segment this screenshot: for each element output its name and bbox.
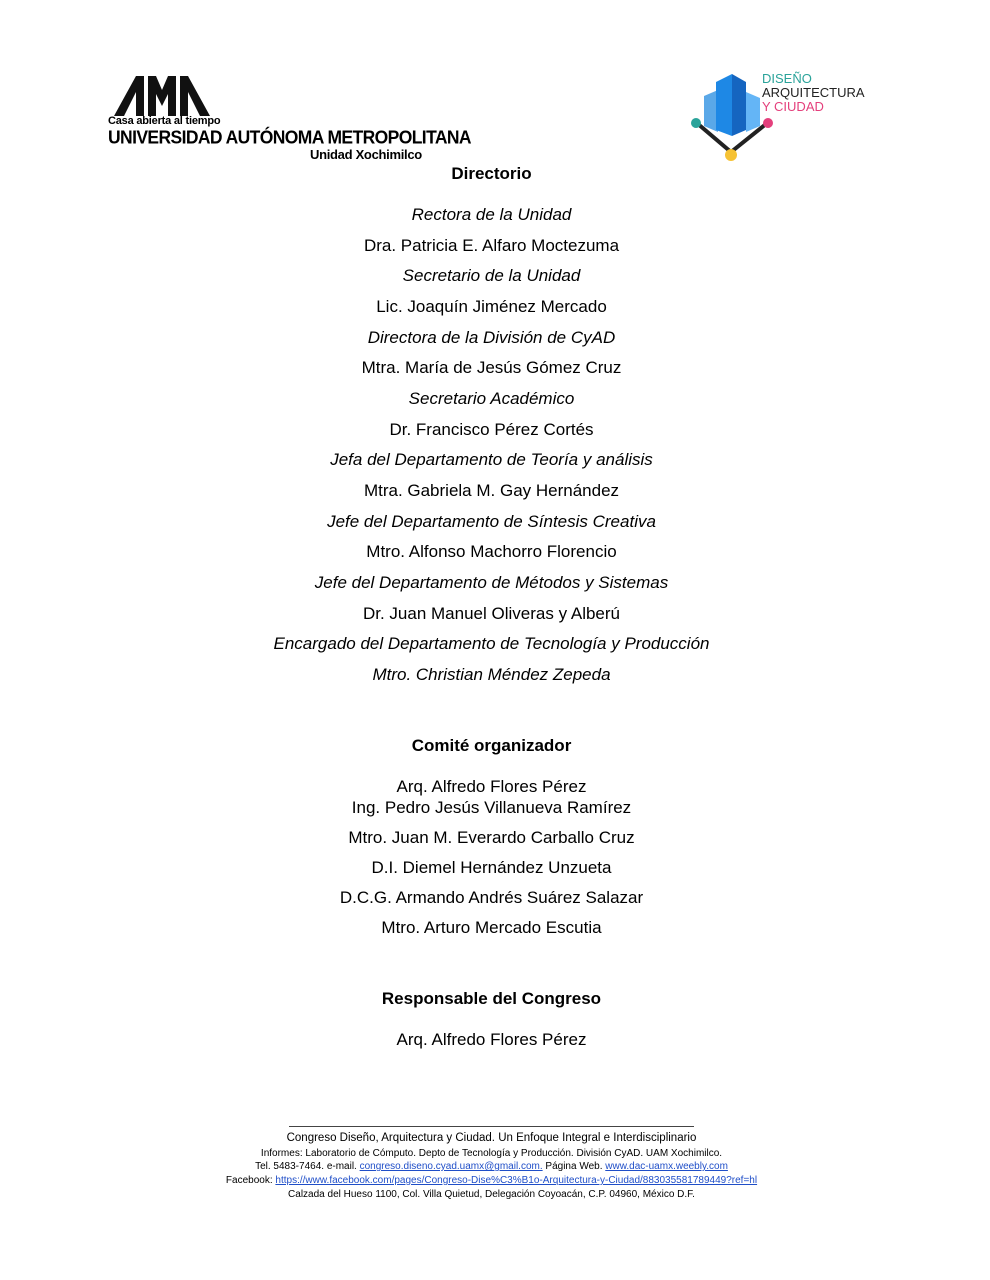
footer-informes: Informes: Laboratorio de Cómputo. Depto de Tecnología y Producción. División CyAD. UAM Xochimilco. bbox=[260, 1148, 723, 1159]
role-jefa-teoria: Jefa del Departamento de Teoría y análisis bbox=[330, 450, 653, 469]
congress-logo bbox=[688, 70, 878, 165]
footer-tel: Tel. 5483-7464. e-mail. bbox=[255, 1161, 357, 1172]
footer-divider bbox=[289, 1126, 694, 1127]
facebook-label: Facebook: bbox=[225, 1175, 273, 1186]
name-jefe-sintesis: Mtro. Alfonso Machorro Florencio bbox=[366, 542, 617, 561]
role-directora: Directora de la División de CyAD bbox=[367, 328, 616, 347]
website-link[interactable]: www.dac-uamx.weebly.com bbox=[605, 1161, 728, 1172]
logo-line-ciudad: Y CIUDAD bbox=[762, 99, 824, 114]
email-link[interactable]: congreso.diseno.cyad.uamx@gmail.com. bbox=[359, 1161, 543, 1172]
uam-name: UNIVERSIDAD AUTÓNOMA METROPOLITANA bbox=[108, 126, 471, 148]
name-secretario-academico: Dr. Francisco Pérez Cortés bbox=[389, 420, 594, 439]
responsable-name: Arq. Alfredo Flores Pérez bbox=[396, 1030, 587, 1049]
uam-logo bbox=[108, 76, 471, 164]
comite-heading: Comité organizador bbox=[411, 736, 572, 755]
comite-member: Mtro. Juan M. Everardo Carballo Cruz bbox=[348, 828, 635, 847]
name-encargado-tecnologia: Mtro. Christian Méndez Zepeda bbox=[372, 665, 611, 684]
uam-tagline: Casa abierta al tiempo bbox=[108, 115, 221, 127]
comite-member: Arq. Alfredo Flores Pérez bbox=[396, 777, 587, 796]
role-secretario-unidad: Secretario de la Unidad bbox=[402, 266, 581, 285]
uam-unit: Unidad Xochimilco bbox=[310, 147, 422, 162]
comite-member: Mtro. Arturo Mercado Escutia bbox=[381, 918, 602, 937]
role-jefe-sintesis: Jefe del Departamento de Síntesis Creativa bbox=[327, 512, 656, 531]
footer-web-label: Página Web. bbox=[545, 1161, 603, 1172]
logo-line-diseno: DISEÑO bbox=[762, 71, 812, 86]
comite-member: D.C.G. Armando Andrés Suárez Salazar bbox=[339, 888, 644, 907]
role-secretario-academico: Secretario Académico bbox=[408, 389, 575, 408]
logo-line-arquitectura: ARQUITECTURA bbox=[762, 85, 865, 100]
responsable-heading: Responsable del Congreso bbox=[381, 989, 602, 1008]
directorio-heading: Directorio bbox=[451, 164, 532, 183]
name-rectora: Dra. Patricia E. Alfaro Moctezuma bbox=[363, 236, 620, 255]
name-directora: Mtra. María de Jesús Gómez Cruz bbox=[361, 358, 622, 377]
congress-logo-text bbox=[762, 72, 865, 114]
role-rectora: Rectora de la Unidad bbox=[411, 205, 572, 224]
name-jefa-teoria: Mtra. Gabriela M. Gay Hernández bbox=[363, 481, 620, 500]
comite-member: D.I. Diemel Hernández Unzueta bbox=[371, 858, 612, 877]
footer-title: Congreso Diseño, Arquitectura y Ciudad. Un Enfoque Integral e Interdisciplinario bbox=[286, 1132, 697, 1144]
role-encargado-tecnologia: Encargado del Departamento de Tecnología y Producción bbox=[273, 634, 710, 653]
footer-contact bbox=[0, 1161, 983, 1172]
name-jefe-metodos: Dr. Juan Manuel Oliveras y Alberú bbox=[362, 604, 620, 623]
role-jefe-metodos: Jefe del Departamento de Métodos y Sistemas bbox=[314, 573, 669, 592]
comite-member: Ing. Pedro Jesús Villanueva Ramírez bbox=[351, 798, 632, 817]
name-secretario-unidad: Lic. Joaquín Jiménez Mercado bbox=[376, 297, 607, 316]
footer-facebook bbox=[0, 1175, 983, 1186]
footer-address: Calzada del Hueso 1100, Col. Villa Quietud, Delegación Coyoacán, C.P. 04960, México D.F. bbox=[288, 1189, 695, 1200]
uam-emblem-icon bbox=[114, 76, 210, 116]
facebook-link[interactable]: https://www.facebook.com/pages/Congreso-Dise%C3%B1o-Arquitectura-y-Ciudad/883035581789449?ref=hl bbox=[275, 1175, 758, 1186]
